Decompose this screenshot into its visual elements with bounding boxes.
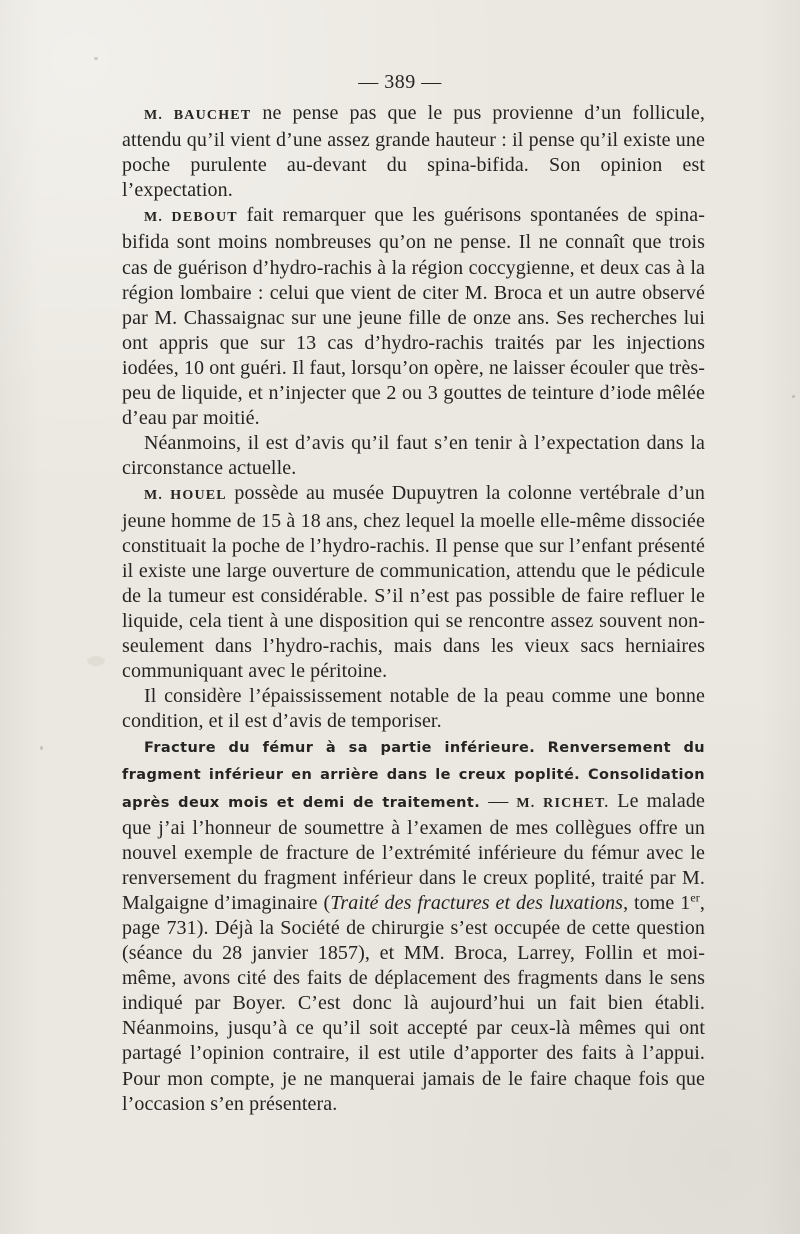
speaker-name: M. RICHET. [516,795,610,811]
paragraph-text: Le malade que j’ai l’honneur de soumettre à l’examen de mes collègues offre un nouvel exemple de fracture de l’extrémité inférieure du fémur avec le renversement du fragment inférieur dans le creux poplité, traité par M. Malgaigne d’imaginaire ( [122,789,705,914]
speaker-name: M. BAUCHET [144,108,252,123]
paragraph-bauchet [122,101,705,203]
page-speck [792,395,795,398]
paragraph-expectation [122,431,705,481]
paragraph-text: , page 731). Déjà la Société de chirurgie s’est occupée de cette question (séance du 28 janvier 1857), et MM. Broca, Larrey, Follin et moi-même, avons cité des faits de déplacement des fragments dans le sens indiqué par Boyer. C’est donc là aujourd’hui un fait bien établi. Néanmoins, jusqu’à ce qu’il soit accepté par ceux-là mêmes qui ont partagé l’opinion contraire, il est utile d’apporter des faits à l’appui. Pour mon compte, je ne manquerai jamais de le faire chaque fois que l’occasion s’en présentera. [122,891,705,1115]
section-separator: — [480,789,517,812]
paragraph-text: possède au musée Dupuytren la colonne vertébrale d’un jeune homme de 15 à 18 ans, chez lequel la moelle elle-même dissociée constituait la poche de l’hydro-rachis. Il pense que sur l’enfant présenté il existe une large ouverture de communication, attendu que le pédicule de la tumeur est considérable. S’il n’est pas possible de faire refluer le liquide, cela tient à une disposition qui se rencontre assez souvent non-seulement dans l’hydro-rachis, mais dans les vieux sacs herniaires communiquant avec le péritoine. [122,482,705,683]
paragraph-text: Néanmoins, il est d’avis qu’il faut s’en tenir à l’expectation dans la circonstance actuelle. [122,432,705,480]
document-body [122,101,705,1117]
speaker-name: M. HOUEL [144,488,227,504]
ordinal-superscript: er [690,890,700,905]
paragraph-fracture-section [122,734,705,1116]
paragraph-text: ne pense pas que le pus provienne d’un follicule, attendu qu’il vient d’une assez grande hauteur : il pense qu’il existe une poche purulente au-devant du spina-bifida. Son opinion est l’expectation. [122,102,705,202]
page-speck [87,656,105,666]
paragraph-houel [122,481,705,684]
paragraph-debout [122,203,705,431]
page-number: — 389 — [358,71,442,93]
paragraph-text: , tome 1 [623,891,691,914]
paragraph-text: fait remarquer que les guérisons spontanées de spina-bifida sont moins nombreuses qu’on ne pense. Il ne connaît que trois cas de guérison d’hydro-rachis à la région coccygienne, et deux cas à la région lombaire : celui que vient de citer M. Broca et un autre observé par M. Chassaignac sur une jeune fille de onze ans. Ses recherches lui ont appris que sur 13 cas d’hydro-rachis traités par les injections iodées, 10 ont guéri. Il faut, lorsqu’on opère, ne laisser écouler que très-peu de liquide, et n’injecter que 2 ou 3 gouttes de teinture d’iode mêlée d’eau par moitié. [122,204,706,430]
section-heading: Fracture du fémur à sa partie inférieure. Renversement du fragment inférieur en arrière dans le creux poplité. Consolidation après deux mois et demi de traitement. [122,740,705,811]
paragraph-text: Il considère l’épaississement notable de la peau comme une bonne condition, et il est d’avis de temporiser. [122,685,705,733]
page-speck [40,746,43,750]
paragraph-temporize [122,684,705,734]
speaker-name: M. DEBOUT [144,210,238,226]
book-reference: Traité des fractures et des luxations [330,891,624,914]
page-speck [94,57,98,60]
